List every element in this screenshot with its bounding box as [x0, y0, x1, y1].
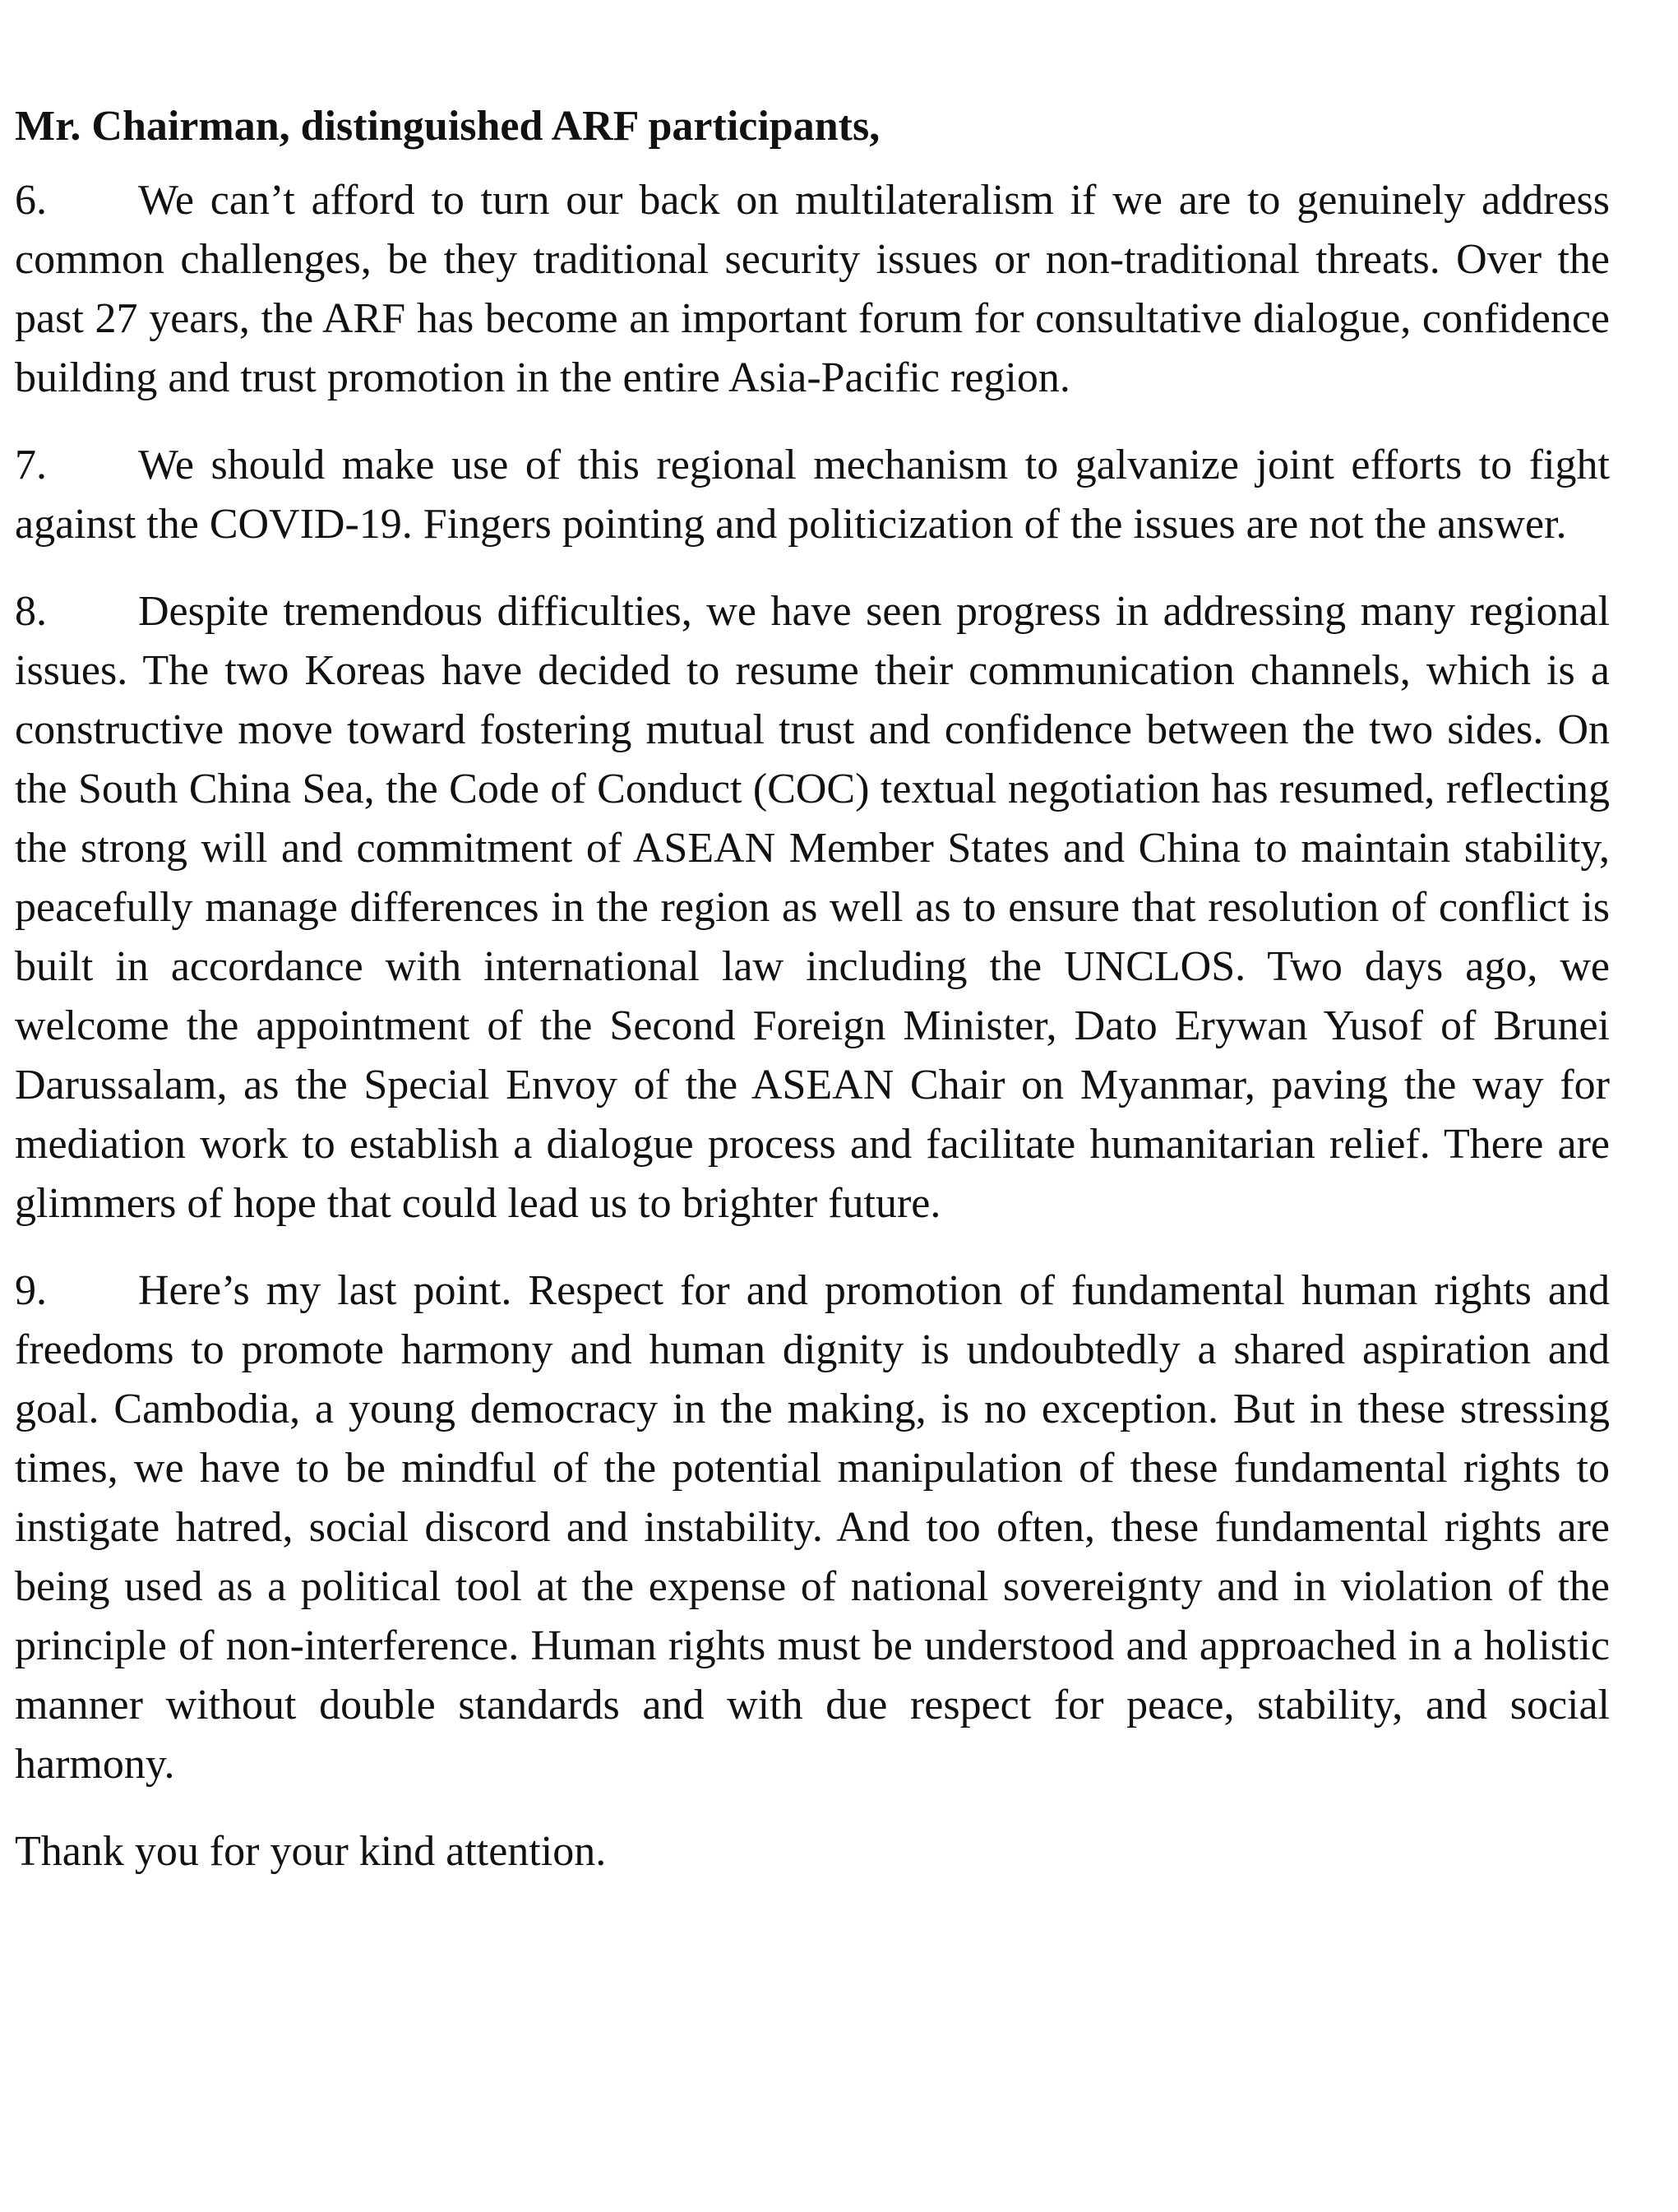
closing-line: Thank you for your kind attention.	[15, 1828, 607, 1875]
paragraph-7	[15, 436, 1610, 554]
paragraph-9	[15, 1261, 1610, 1794]
paragraph-number: 8.	[15, 588, 47, 635]
paragraph-text: We can’t afford to turn our back on multilateralism if we are to genuinely address common challenges, be they traditional security issues or non-traditional threats. Over the past 27 years, the ARF has become an important forum for consultative dialogue, confidence building and trust promotion in the entire Asia-Pacific region.	[15, 177, 1610, 401]
paragraph-6	[15, 171, 1610, 408]
paragraph-text: Despite tremendous difficulties, we have seen progress in addressing many regional issues. The two Koreas have decided to resume their communication channels, which is a constructive move toward fostering mutual trust and confidence between the two sides. On the South China Sea, the Code of Conduct (COC) textual negotiation has resumed, reflecting the strong will and commitment of ASEAN Member States and China to maintain stability, peacefully manage differences in the region as well as to ensure that resolution of conflict is built in accordance with international law including the UNCLOS. Two days ago, we welcome the appointment of the Second Foreign Minister, Dato Erywan Yusof of Brunei Darussalam, as the Special Envoy of the ASEAN Chair on Myanmar, paving the way for mediation work to establish a dialogue process and facilitate humanitarian relief. There are glimmers of hope that could lead us to brighter future.	[15, 588, 1610, 1227]
paragraph-8	[15, 582, 1610, 1233]
document-page	[15, 97, 1610, 1881]
salutation-heading: Mr. Chairman, distinguished ARF participants,	[15, 103, 881, 150]
paragraph-text: Here’s my last point. Respect for and promotion of fundamental human rights and freedoms to promote harmony and human dignity is undoubtedly a shared aspiration and goal. Cambodia, a young democracy in the making, is no exception. But in these stressing times, we have to be mindful of the potential manipulation of these fundamental rights to instigate hatred, social discord and instability. And too often, these fundamental rights are being used as a political tool at the expense of national sovereignty and in violation of the principle of non-interference. Human rights must be understood and approached in a holistic manner without double standards and with due respect for peace, stability, and social harmony.	[15, 1267, 1610, 1788]
paragraph-number: 6.	[15, 177, 47, 224]
paragraph-text: We should make use of this regional mechanism to galvanize joint efforts to fight against the COVID-19. Fingers pointing and politicization of the issues are not the answer.	[15, 442, 1610, 548]
paragraph-number: 7.	[15, 442, 47, 488]
paragraph-number: 9.	[15, 1267, 47, 1314]
